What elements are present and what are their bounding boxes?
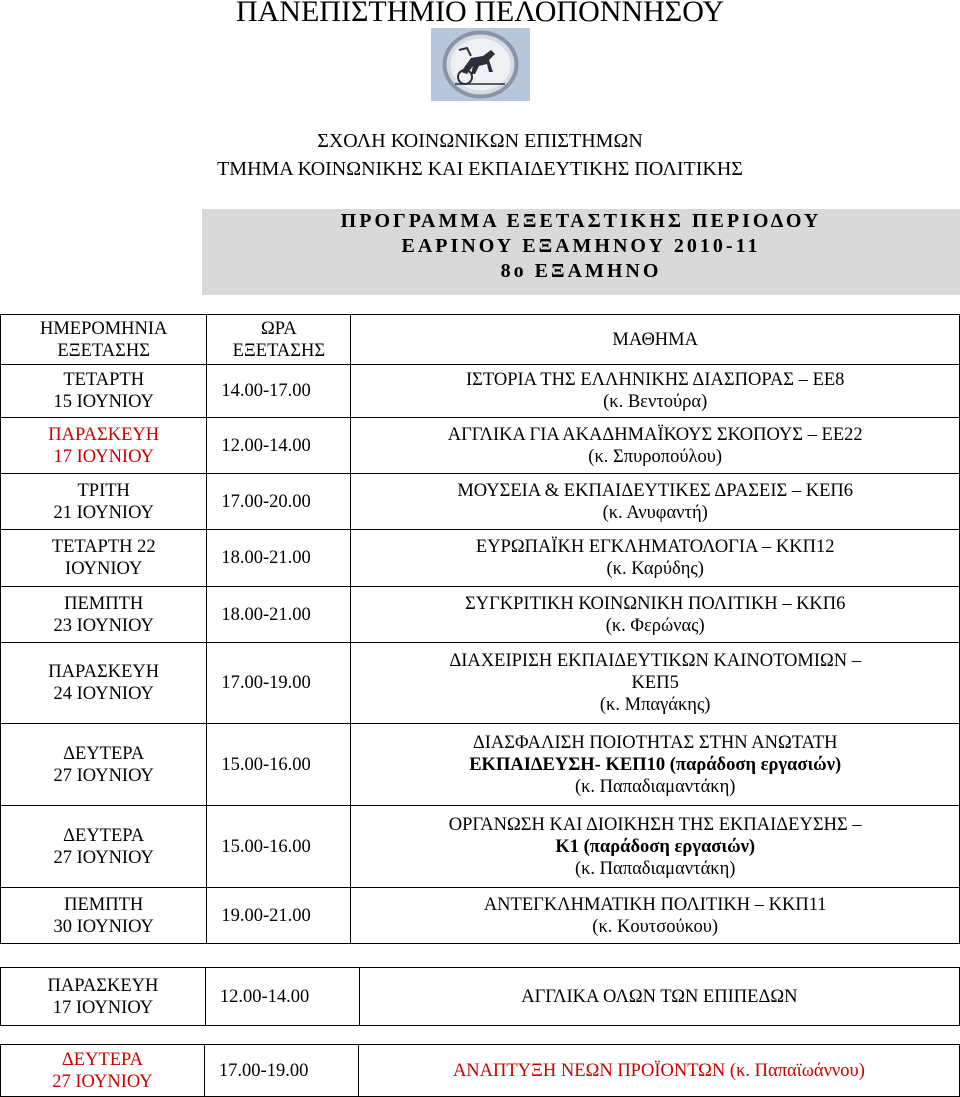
- exam-course: ΙΣΤΟΡΙΑ ΤΗΣ ΕΛΛΗΝΙΚΗΣ ΔΙΑΣΠΟΡΑΣ – ΕΕ8 (κ. Βεντούρα): [351, 365, 960, 418]
- exam-course: ΔΙΑΧΕΙΡΙΣΗ ΕΚΠΑΙΔΕΥΤΙΚΩΝ ΚΑΙΝΟΤΟΜΙΩΝ – ΚΕΠ5 (κ. Μπαγάκης): [351, 643, 960, 724]
- university-title: ΠΑΝΕΠΙΣΤΗΜΙΟ ΠΕΛΟΠΟΝΝΗΣΟΥ: [235, 0, 725, 28]
- exam-time: 14.00-17.00: [207, 365, 351, 418]
- table-row: [1, 806, 960, 888]
- exam-course: ΑΝΑΠΤΥΞΗ ΝΕΩΝ ΠΡΟΪΟΝΤΩΝ (κ. Παπαϊωάννου): [358, 1045, 959, 1097]
- exam-time: 15.00-16.00: [207, 806, 351, 888]
- exam-course: ΑΓΓΛΙΚΑ ΟΛΩΝ ΤΩΝ ΕΠΙΠΕΔΩΝ: [359, 968, 959, 1026]
- table-row: [1, 418, 960, 474]
- exam-date: ΠΕΜΠΤΗ 30 ΙΟΥΝΙΟΥ: [1, 888, 207, 944]
- program-title: ΠΡΟΓΡΑΜΜΑ ΕΞΕΤΑΣΤΙΚΗΣ ΠΕΡΙΟΔΟΥ: [340, 210, 822, 232]
- exam-date: ΠΑΡΑΣΚΕΥΗ 17 ΙΟΥΝΙΟΥ: [1, 968, 206, 1026]
- table-row: [1, 474, 960, 530]
- table-row: [1, 968, 960, 1026]
- header-date: ΗΜΕΡΟΜΗΝΙΑ ΕΞΕΤΑΣΗΣ: [1, 315, 207, 365]
- exam-course: ΣΥΓΚΡΙΤΙΚΗ ΚΟΙΝΩΝΙΚΗ ΠΟΛΙΤΙΚΗ – ΚΚΠ6 (κ. Φερώνας): [351, 587, 960, 643]
- exam-time: 12.00-14.00: [205, 968, 359, 1026]
- exam-course: ΟΡΓΑΝΩΣΗ ΚΑΙ ΔΙΟΙΚΗΣΗ ΤΗΣ ΕΚΠΑΙΔΕΥΣΗΣ – Κ1 (παράδοση εργασιών) (κ. Παπαδιαμαντάκη): [351, 806, 960, 888]
- table-row: [1, 587, 960, 643]
- ancient-coin-chariot-icon: [431, 28, 530, 101]
- table-row: [1, 724, 960, 806]
- exam-time: 17.00-19.00: [204, 1045, 358, 1097]
- table-row: [1, 365, 960, 418]
- exam-course: ΑΝΤΕΓΚΛΗΜΑΤΙΚΗ ΠΟΛΙΤΙΚΗ – ΚΚΠ11 (κ. Κουτσούκου): [351, 888, 960, 944]
- exam-schedule-table: [0, 314, 960, 944]
- exam-time: 18.00-21.00: [207, 530, 351, 587]
- exam-date: ΔΕΥΤΕΡΑ 27 ΙΟΥΝΙΟΥ: [1, 806, 207, 888]
- exam-date: ΠΕΜΠΤΗ 23 ΙΟΥΝΙΟΥ: [1, 587, 207, 643]
- header-course: ΜΑΘΗΜΑ: [351, 315, 960, 365]
- exam-time: 17.00-20.00: [207, 474, 351, 530]
- school-name: ΣΧΟΛΗ ΚΟΙΝΩΝΙΚΩΝ ΕΠΙΣΤΗΜΩΝ: [317, 130, 643, 152]
- exam-date: ΔΕΥΤΕΡΑ 27 ΙΟΥΝΙΟΥ: [1, 724, 207, 806]
- extra-exam-products: [0, 1044, 960, 1097]
- exam-date: ΠΑΡΑΣΚΕΥΗ 24 ΙΟΥΝΙΟΥ: [1, 643, 207, 724]
- exam-course: ΜΟΥΣΕΙΑ & ΕΚΠΑΙΔΕΥΤΙΚΕΣ ΔΡΑΣΕΙΣ – ΚΕΠ6 (κ. Ανυφαντή): [351, 474, 960, 530]
- table-row: [1, 643, 960, 724]
- header-time: ΩΡΑ ΕΞΕΤΑΣΗΣ: [207, 315, 351, 365]
- exam-date: ΤΕΤΑΡΤΗ 15 ΙΟΥΝΙΟΥ: [1, 365, 207, 418]
- department-name: ΤΜΗΜΑ ΚΟΙΝΩΝΙΚΗΣ ΚΑΙ ΕΚΠΑΙΔΕΥΤΙΚΗΣ ΠΟΛΙΤΙΚΗΣ: [217, 158, 743, 180]
- program-semester-period: ΕΑΡΙΝΟΥ ΕΞΑΜΗΝΟΥ 2010-11: [401, 235, 761, 257]
- table-row: [1, 888, 960, 944]
- exam-date: ΤΡΙΤΗ 21 ΙΟΥΝΙΟΥ: [1, 474, 207, 530]
- table-header-row: [1, 315, 960, 365]
- exam-time: 19.00-21.00: [207, 888, 351, 944]
- exam-date: ΠΑΡΑΣΚΕΥΗ 17 ΙΟΥΝΙΟΥ: [1, 418, 207, 474]
- exam-time: 17.00-19.00: [207, 643, 351, 724]
- program-heading: [202, 209, 960, 295]
- exam-time: 12.00-14.00: [207, 418, 351, 474]
- exam-course: ΕΥΡΩΠΑΪΚΗ ΕΓΚΛΗΜΑΤΟΛΟΓΙΑ – ΚΚΠ12 (κ. Καρύδης): [351, 530, 960, 587]
- exam-course: ΑΓΓΛΙΚΑ ΓΙΑ ΑΚΑΔΗΜΑΪΚΟΥΣ ΣΚΟΠΟΥΣ – ΕΕ22 (κ. Σπυροπούλου): [351, 418, 960, 474]
- exam-time: 15.00-16.00: [207, 724, 351, 806]
- program-semester-number: 8ο ΕΞΑΜΗΝΟ: [500, 260, 662, 282]
- exam-time: 18.00-21.00: [207, 587, 351, 643]
- table-row: [1, 1045, 960, 1097]
- exam-course: ΔΙΑΣΦΑΛΙΣΗ ΠΟΙΟΤΗΤΑΣ ΣΤΗΝ ΑΝΩΤΑΤΗ ΕΚΠΑΙΔΕΥΣΗ- ΚΕΠ10 (παράδοση εργασιών) (κ. Παπαδιαμαντάκη): [351, 724, 960, 806]
- extra-exam-english: [0, 967, 960, 1026]
- exam-date: ΔΕΥΤΕΡΑ 27 ΙΟΥΝΙΟΥ: [1, 1045, 205, 1097]
- table-row: [1, 530, 960, 587]
- exam-date: ΤΕΤΑΡΤΗ 22 ΙΟΥΝΙΟΥ: [1, 530, 207, 587]
